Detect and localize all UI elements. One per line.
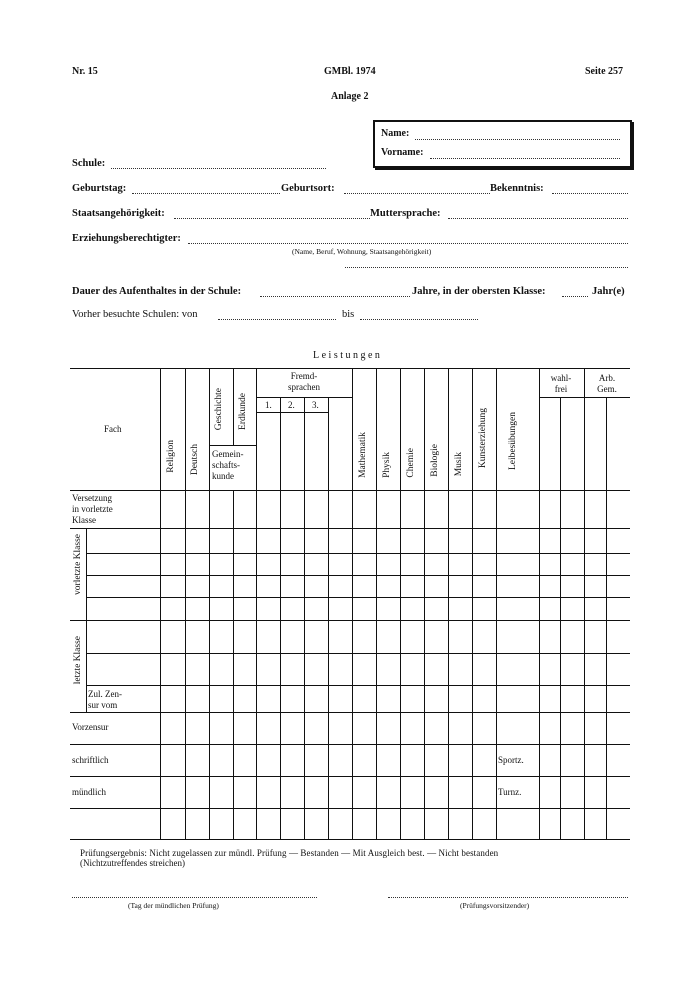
gemeinschaftskunde-label: Gemein- schafts- kunde: [212, 449, 244, 481]
vorzensur-label: Vorzensur: [72, 722, 109, 732]
years-top-class-label: Jahre, in der obersten Klasse:: [412, 286, 546, 297]
fs-col-2: 2.: [288, 400, 295, 410]
col-line: [424, 368, 425, 839]
page-number: Seite 257: [585, 66, 624, 77]
fs-number-line: [256, 412, 328, 413]
col-line: [233, 368, 234, 445]
deutsch-label: Deutsch: [190, 444, 200, 476]
physik-label: Physik: [382, 452, 392, 478]
mother-tongue-field[interactable]: [448, 218, 628, 219]
fremdsprachen-label: Fremd- sprachen: [288, 371, 320, 392]
turnz-label: Turnz.: [498, 787, 522, 797]
exam-day-label: (Tag der mündlichen Prüfung): [128, 901, 219, 910]
guardian-field[interactable]: [188, 243, 628, 244]
col-line: [584, 368, 585, 839]
fs-col-3: 3.: [312, 400, 319, 410]
subrow-line: [86, 575, 630, 576]
previous-until-field[interactable]: [360, 319, 478, 320]
nationality-field[interactable]: [174, 218, 370, 219]
birthday-field[interactable]: [132, 193, 280, 194]
erdkunde-label: Erdkunde: [238, 393, 248, 430]
mother-tongue-label: Muttersprache:: [370, 208, 441, 219]
annex-title: Anlage 2: [331, 91, 369, 102]
col-line: [304, 397, 305, 839]
chemie-label: Chemie: [406, 448, 416, 478]
wahlfrei-label: wahl- frei: [550, 373, 572, 394]
col-line: [209, 368, 210, 839]
previous-from-field[interactable]: [218, 319, 336, 320]
subrow-line: [86, 685, 630, 686]
muendlich-label: mündlich: [72, 787, 106, 797]
col-line: [376, 368, 377, 839]
leibesuebungen-label: Leibesübungen: [508, 412, 518, 471]
table-top-border: [70, 368, 630, 369]
school-label: Schule:: [72, 158, 106, 169]
col-line: [400, 368, 401, 839]
exam-result: Prüfungsergebnis: Nicht zugelassen zur mündl. Prüfung — Bestanden — Mit Ausgleich best. — Nicht bestanden: [80, 848, 499, 858]
birthday-label: Geburtstag:: [72, 183, 127, 194]
name-field[interactable]: [415, 139, 620, 140]
letzte-klasse-label: letzte Klasse: [73, 636, 83, 685]
chair-label: (Prüfungsvorsitzender): [460, 901, 530, 910]
versetzung-label: Versetzung in vorletzte Klasse: [72, 493, 113, 525]
row-line: [70, 808, 630, 809]
col-line: [448, 368, 449, 839]
fach-label: Fach: [104, 424, 122, 434]
col-line: [496, 368, 497, 839]
first-name-label: Vorname:: [381, 147, 424, 158]
chair-field[interactable]: [388, 897, 628, 898]
col-line: [280, 397, 281, 839]
subrow-line: [86, 597, 630, 598]
col-line: [539, 368, 540, 839]
kunsterziehung-label: Kunsterziehung: [478, 408, 488, 469]
religion-label: Religion: [166, 440, 176, 473]
exam-day-field[interactable]: [72, 897, 317, 898]
subrow-line: [86, 553, 630, 554]
guardian-field-2[interactable]: [345, 267, 628, 268]
years-top-class-field[interactable]: [562, 296, 588, 297]
previous-schools-label: Vorher besuchte Schulen: von: [72, 309, 198, 320]
sportz-label: Sportz.: [498, 755, 524, 765]
subrow-line: [86, 653, 630, 654]
row-line: [70, 712, 630, 713]
zul-zensur-label: Zul. Zen- sur vom: [88, 689, 122, 710]
row-line: [70, 528, 630, 529]
col-line: [606, 397, 607, 839]
arb-gem-label: Arb. Gem.: [597, 373, 617, 394]
birthplace-label: Geburtsort:: [281, 183, 335, 194]
years-unit: Jahr(e): [592, 286, 625, 297]
gk-line: [209, 445, 256, 446]
journal-title: GMBl. 1974: [324, 66, 376, 77]
fs-col-1: 1.: [265, 400, 272, 410]
row-line: [70, 776, 630, 777]
col-line: [256, 368, 257, 839]
until-label: bis: [342, 309, 355, 320]
stay-duration-label: Dauer des Aufenthaltes in der Schule:: [72, 286, 242, 297]
stay-duration-field[interactable]: [260, 296, 410, 297]
row-line: [70, 744, 630, 745]
row-line: [70, 620, 630, 621]
col-line: [352, 368, 353, 839]
exam-result-note: (Nichtzutreffendes streichen): [80, 858, 186, 868]
guardian-label: Erziehungsberechtigter:: [72, 233, 181, 244]
school-field[interactable]: [111, 168, 326, 169]
first-name-field[interactable]: [430, 158, 620, 159]
biologie-label: Biologie: [430, 444, 440, 477]
mathematik-label: Mathematik: [358, 432, 368, 478]
issue-number: Nr. 15: [72, 66, 98, 77]
header-bottom: [70, 490, 630, 491]
col-line: [185, 368, 186, 839]
col-line: [328, 397, 329, 839]
geschichte-label: Geschichte: [214, 388, 224, 431]
nationality-label: Staatsangehörigkeit:: [72, 208, 165, 219]
guardian-hint: (Name, Beruf, Wohnung, Staatsangehörigkeit): [292, 247, 432, 256]
col-line: [233, 490, 234, 839]
confession-field[interactable]: [552, 193, 628, 194]
musik-label: Musik: [454, 452, 464, 477]
confession-label: Bekenntnis:: [490, 183, 544, 194]
name-box: [373, 120, 632, 168]
table-bottom-border: [70, 839, 630, 840]
birthplace-field[interactable]: [344, 193, 490, 194]
name-label: Name:: [381, 128, 410, 139]
vorletzte-klasse-label: vorletzte Klasse: [73, 534, 83, 595]
col-line: [472, 368, 473, 839]
table-title: Leistungen: [313, 350, 383, 361]
group-col-line: [86, 528, 87, 712]
col-line: [160, 368, 161, 839]
schriftlich-label: schriftlich: [72, 755, 109, 765]
col-line: [560, 397, 561, 839]
